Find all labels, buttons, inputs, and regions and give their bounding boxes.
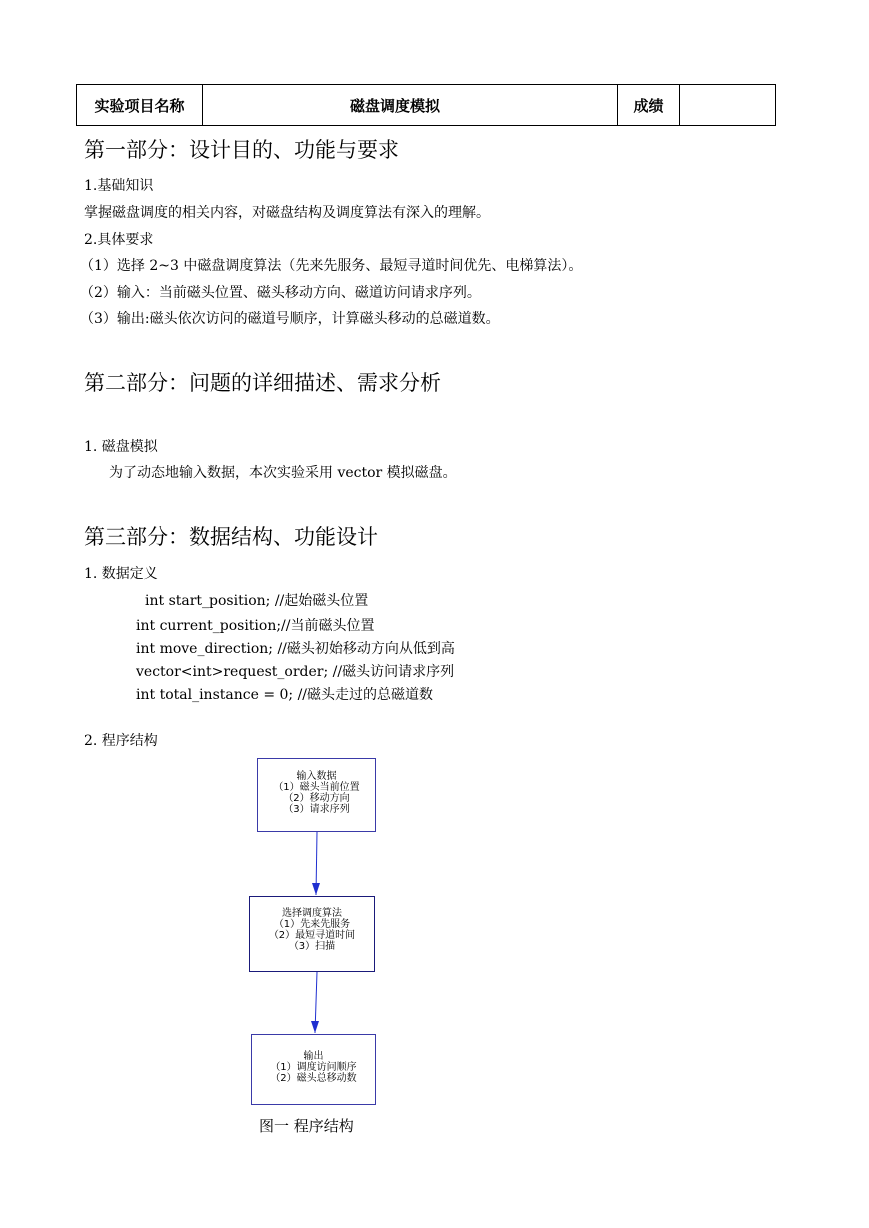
part3-title: 第三部分：数据结构、功能设计 [84, 525, 378, 549]
arrow-1 [316, 832, 317, 895]
code-line-3: int move_direction; //磁头初始移动方向从低到高 [136, 641, 455, 657]
disk-simulation-title: 1. 磁盘模拟 [84, 439, 158, 455]
code-line-5: int total_instance = 0; //磁头走过的总磁道数 [136, 687, 434, 703]
figure-caption: 图一 程序结构 [259, 1117, 354, 1135]
code-line-4: vector<int>request_order; //磁头访问请求序列 [136, 664, 455, 680]
data-definition-title: 1. 数据定义 [84, 566, 158, 582]
flow-box-input-line-4: （3）请求序列 [283, 804, 350, 815]
flow-box-input [257, 758, 376, 832]
flow-box-algorithm [249, 896, 375, 972]
score-label: 成绩 [618, 85, 680, 126]
score-value [680, 85, 776, 126]
flow-box-output [251, 1034, 376, 1105]
part1-title: 第一部分：设计目的、功能与要求 [84, 138, 399, 162]
part2-title: 第二部分：问题的详细描述、需求分析 [84, 371, 441, 395]
arrowhead-1 [312, 883, 320, 895]
basic-knowledge-title: 1.基础知识 [84, 178, 154, 194]
requirement-item-1: （1）选择 2~3 中磁盘调度算法（先来先服务、最短寻道时间优先、电梯算法）。 [80, 258, 583, 274]
disk-simulation-text: 为了动态地输入数据，本次实验采用 vector 模拟磁盘。 [109, 465, 457, 481]
flow-box-input-line-2: （1）磁头当前位置 [273, 782, 360, 793]
flow-box-output-line-1: 输出 [303, 1051, 324, 1062]
code-line-2: int current_position;//当前磁头位置 [136, 618, 375, 634]
project-name-label: 实验项目名称 [77, 85, 203, 126]
flow-box-output-line-3: （2）磁头总移动数 [270, 1073, 357, 1084]
flow-box-algorithm-line-4: （3）扫描 [288, 941, 336, 952]
flow-box-algorithm-line-1: 选择调度算法 [282, 908, 342, 919]
header-table [76, 84, 776, 126]
flow-box-algorithm-line-3: （2）最短寻道时间 [268, 930, 356, 941]
flow-box-algorithm-line-2: （1）先来先服务 [273, 919, 351, 930]
flow-box-input-line-1: 输入数据 [296, 771, 337, 782]
header-row [77, 85, 776, 126]
requirement-item-3: （3）输出:磁头依次访问的磁道号顺序，计算磁头移动的总磁道数。 [80, 311, 500, 327]
flow-box-output-line-2: （1）调度访问顺序 [270, 1062, 357, 1073]
flow-box-input-line-3: （2）移动方向 [283, 793, 350, 804]
arrow-2 [315, 972, 317, 1033]
arrowhead-2 [311, 1021, 319, 1033]
program-structure-title: 2. 程序结构 [84, 733, 158, 749]
requirement-item-2: （2）输入：当前磁头位置、磁头移动方向、磁道访问请求序列。 [80, 285, 481, 301]
project-name-value: 磁盘调度模拟 [203, 85, 618, 126]
requirements-title: 2.具体要求 [84, 232, 154, 248]
basic-knowledge-text: 掌握磁盘调度的相关内容，对磁盘结构及调度算法有深入的理解。 [84, 205, 490, 221]
code-line-1: int start_position; //起始磁头位置 [145, 593, 369, 609]
